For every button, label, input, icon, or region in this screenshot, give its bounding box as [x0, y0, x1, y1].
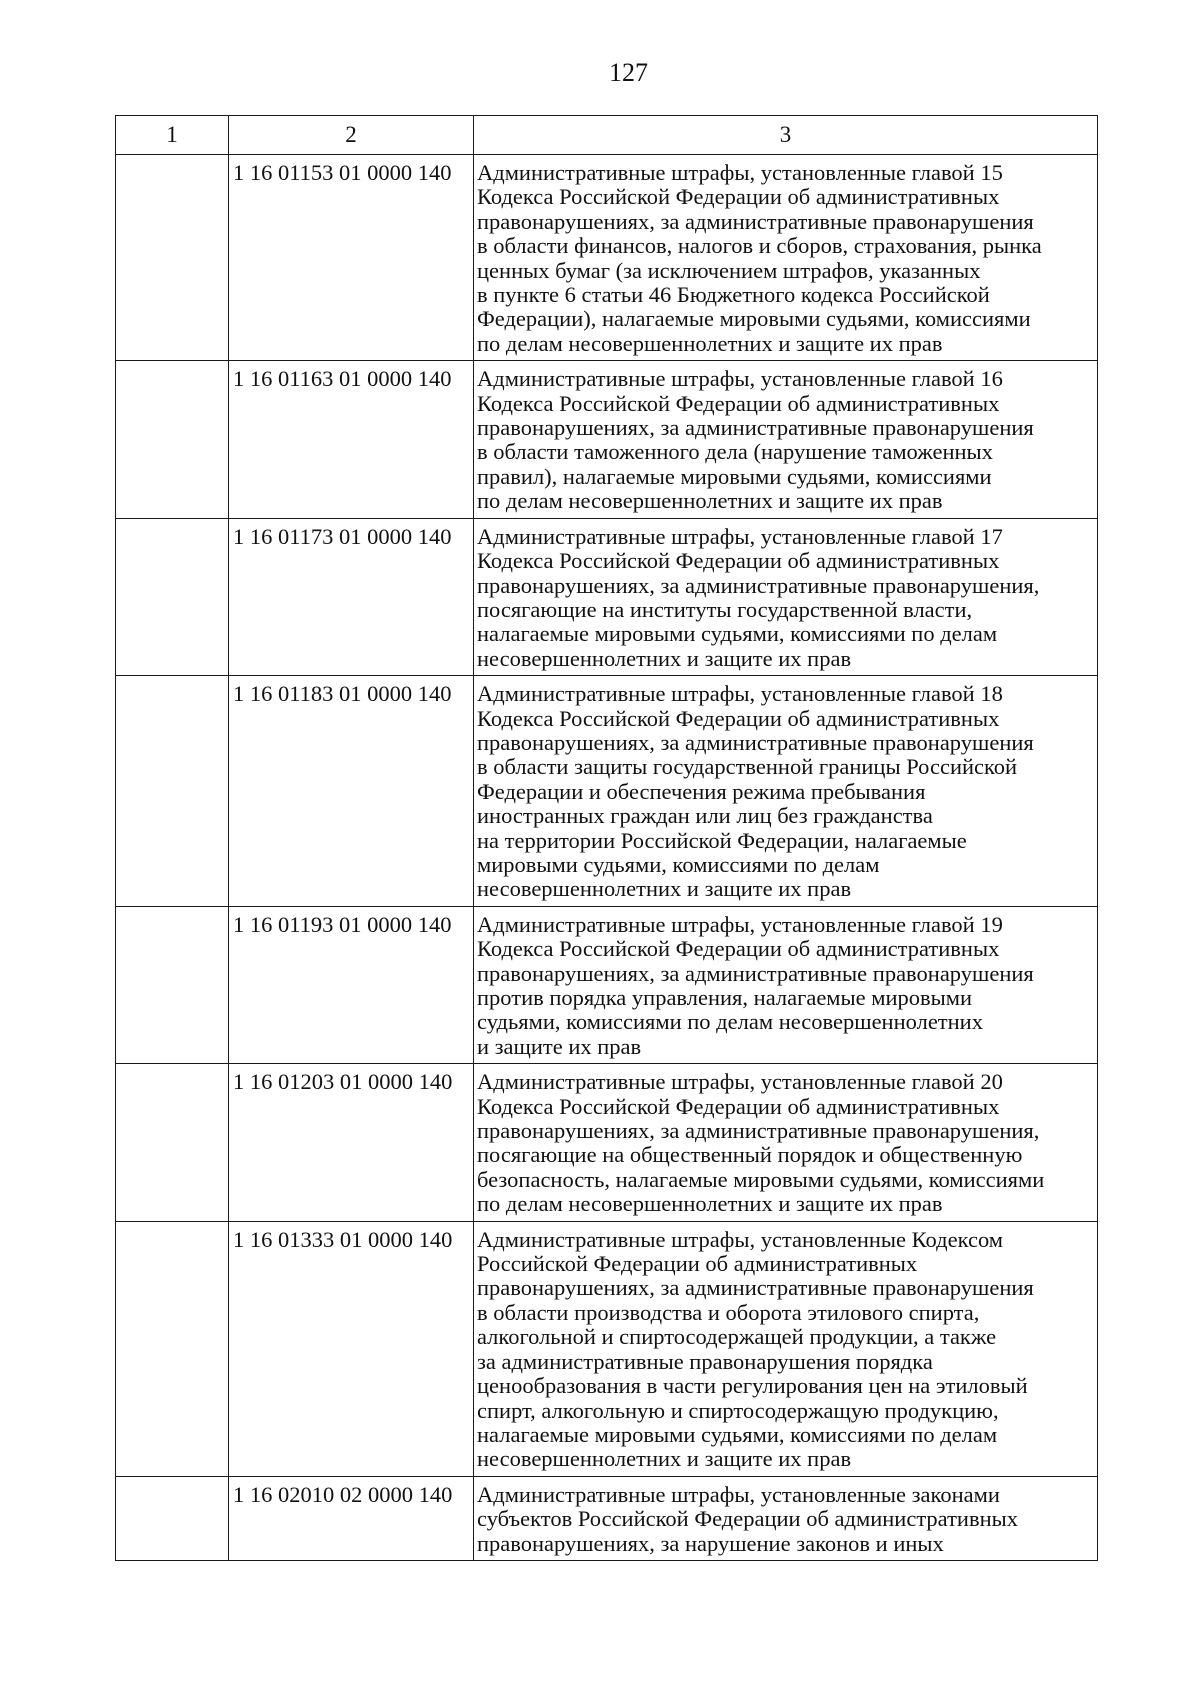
- table-row: [116, 906, 1098, 1063]
- row-description: Административные штрафы, установленные главой 19 Кодекса Российской Федерации об административных правонарушениях, за административные правонарушения против порядка управления, налагаемые мировыми судьями, комиссиями по делам несовершеннолетних и защите их прав: [474, 906, 1098, 1063]
- table-row: [116, 1221, 1098, 1476]
- table-header: [116, 116, 1098, 155]
- row-description: Административные штрафы, установленные главой 18 Кодекса Российской Федерации об административных правонарушениях, за административные правонарушения в области защиты государственной границы Российской Федерации и обеспечения режима пребывания иностранных граждан или лиц без гражданства на территории Российской Федерации, налагаемые мировыми судьями, комиссиями по делам несовершеннолетних и защите их прав: [474, 676, 1098, 907]
- table-row: [116, 1476, 1098, 1560]
- table-row: [116, 1064, 1098, 1221]
- row-code: 1 16 01173 01 0000 140: [229, 518, 474, 675]
- row-col-1: [116, 1476, 229, 1560]
- row-description: Административные штрафы, установленные главой 20 Кодекса Российской Федерации об административных правонарушениях, за административные правонарушения, посягающие на общественный порядок и общественную безопасность, налагаемые мировыми судьями, комиссиями по делам несовершеннолетних и защите их прав: [474, 1064, 1098, 1221]
- header-col-3: 3: [474, 116, 1098, 155]
- row-code: 1 16 01153 01 0000 140: [229, 155, 474, 361]
- row-code: 1 16 01333 01 0000 140: [229, 1221, 474, 1476]
- table-row: [116, 361, 1098, 518]
- table-row: [116, 518, 1098, 675]
- row-description: Административные штрафы, установленные главой 16 Кодекса Российской Федерации об административных правонарушениях, за административные правонарушения в области таможенного дела (нарушение таможенных правил), налагаемые мировыми судьями, комиссиями по делам несовершеннолетних и защите их прав: [474, 361, 1098, 518]
- row-description: Административные штрафы, установленные законами субъектов Российской Федерации об административных правонарушениях, за нарушение законов и иных: [474, 1476, 1098, 1560]
- row-code: 1 16 01203 01 0000 140: [229, 1064, 474, 1221]
- header-col-1: 1: [116, 116, 229, 155]
- row-col-1: [116, 518, 229, 675]
- table-row: [116, 155, 1098, 361]
- row-description: Административные штрафы, установленные главой 15 Кодекса Российской Федерации об административных правонарушениях, за административные правонарушения в области финансов, налогов и сборов, страхования, рынка ценных бумаг (за исключением штрафов, указанных в пункте 6 статьи 46 Бюджетного кодекса Российской Федерации), налагаемые мировыми судьями, комиссиями по делам несовершеннолетних и защите их прав: [474, 155, 1098, 361]
- row-col-1: [116, 1221, 229, 1476]
- row-col-1: [116, 155, 229, 361]
- row-code: 1 16 01183 01 0000 140: [229, 676, 474, 907]
- row-col-1: [116, 906, 229, 1063]
- header-col-2: 2: [229, 116, 474, 155]
- header-row: [116, 116, 1098, 155]
- table-body: [116, 155, 1098, 1561]
- page-number: 127: [609, 58, 648, 87]
- row-code: 1 16 02010 02 0000 140: [229, 1476, 474, 1560]
- row-code: 1 16 01163 01 0000 140: [229, 361, 474, 518]
- row-col-1: [116, 1064, 229, 1221]
- row-col-1: [116, 676, 229, 907]
- row-col-1: [116, 361, 229, 518]
- row-code: 1 16 01193 01 0000 140: [229, 906, 474, 1063]
- table-row: [116, 676, 1098, 907]
- budget-classification-table: [115, 115, 1098, 1561]
- row-description: Административные штрафы, установленные главой 17 Кодекса Российской Федерации об административных правонарушениях, за административные правонарушения, посягающие на институты государственной власти, налагаемые мировыми судьями, комиссиями по делам несовершеннолетних и защите их прав: [474, 518, 1098, 675]
- row-description: Административные штрафы, установленные Кодексом Российской Федерации об административных правонарушениях, за административные правонарушения в области производства и оборота этилового спирта, алкогольной и спиртосодержащей продукции, а также за административные правонарушения порядка ценообразования в части регулирования цен на этиловый спирт, алкогольную и спиртосодержащую продукцию, налагаемые мировыми судьями, комиссиями по делам несовершеннолетних и защите их прав: [474, 1221, 1098, 1476]
